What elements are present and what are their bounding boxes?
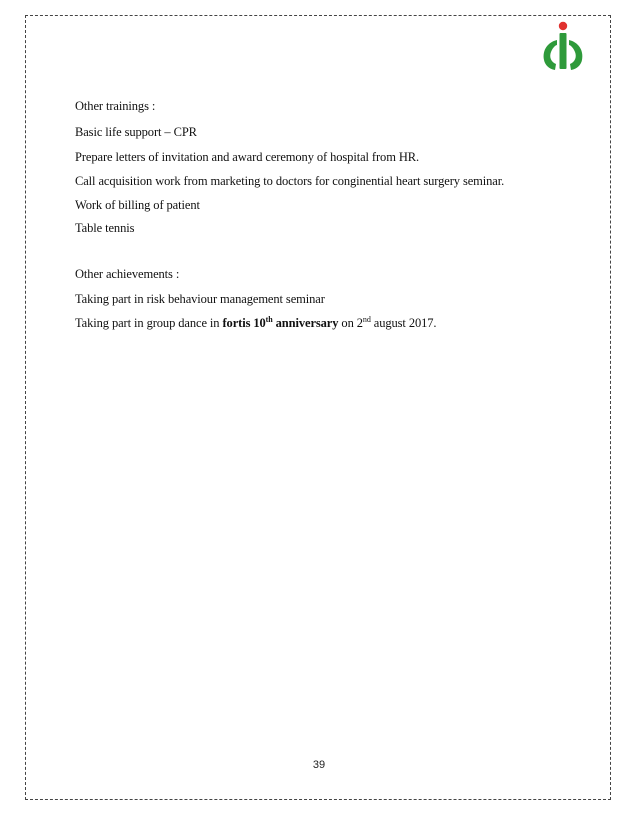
training-item: Table tennis bbox=[75, 221, 135, 235]
page-number: 39 bbox=[312, 759, 326, 771]
achievement-date-suffix: august 2017. bbox=[370, 316, 437, 330]
achievement-date: on 2 bbox=[338, 316, 363, 330]
training-item: Basic life support – CPR bbox=[75, 125, 197, 139]
other-trainings-heading: Other trainings : bbox=[75, 99, 156, 113]
anniversary-bold-suffix: anniversary bbox=[272, 316, 339, 330]
anniversary-bold-text: fortis 10 bbox=[222, 316, 266, 330]
anniversary-superscript: th bbox=[265, 314, 273, 324]
other-achievements-heading: Other achievements : bbox=[75, 267, 180, 281]
fortis-logo-icon bbox=[540, 20, 586, 74]
training-item: Work of billing of patient bbox=[75, 198, 200, 212]
date-superscript: nd bbox=[362, 314, 371, 324]
training-item: Prepare letters of invitation and award ceremony of hospital from HR. bbox=[75, 150, 420, 164]
achievement-item bbox=[75, 315, 436, 331]
achievement-prefix: Taking part in group dance in bbox=[75, 316, 223, 330]
anniversary-bold bbox=[222, 316, 338, 330]
achievement-item: Taking part in risk behaviour management seminar bbox=[75, 292, 325, 306]
training-item: Call acquisition work from marketing to doctors for conginential heart surgery seminar. bbox=[75, 174, 505, 188]
